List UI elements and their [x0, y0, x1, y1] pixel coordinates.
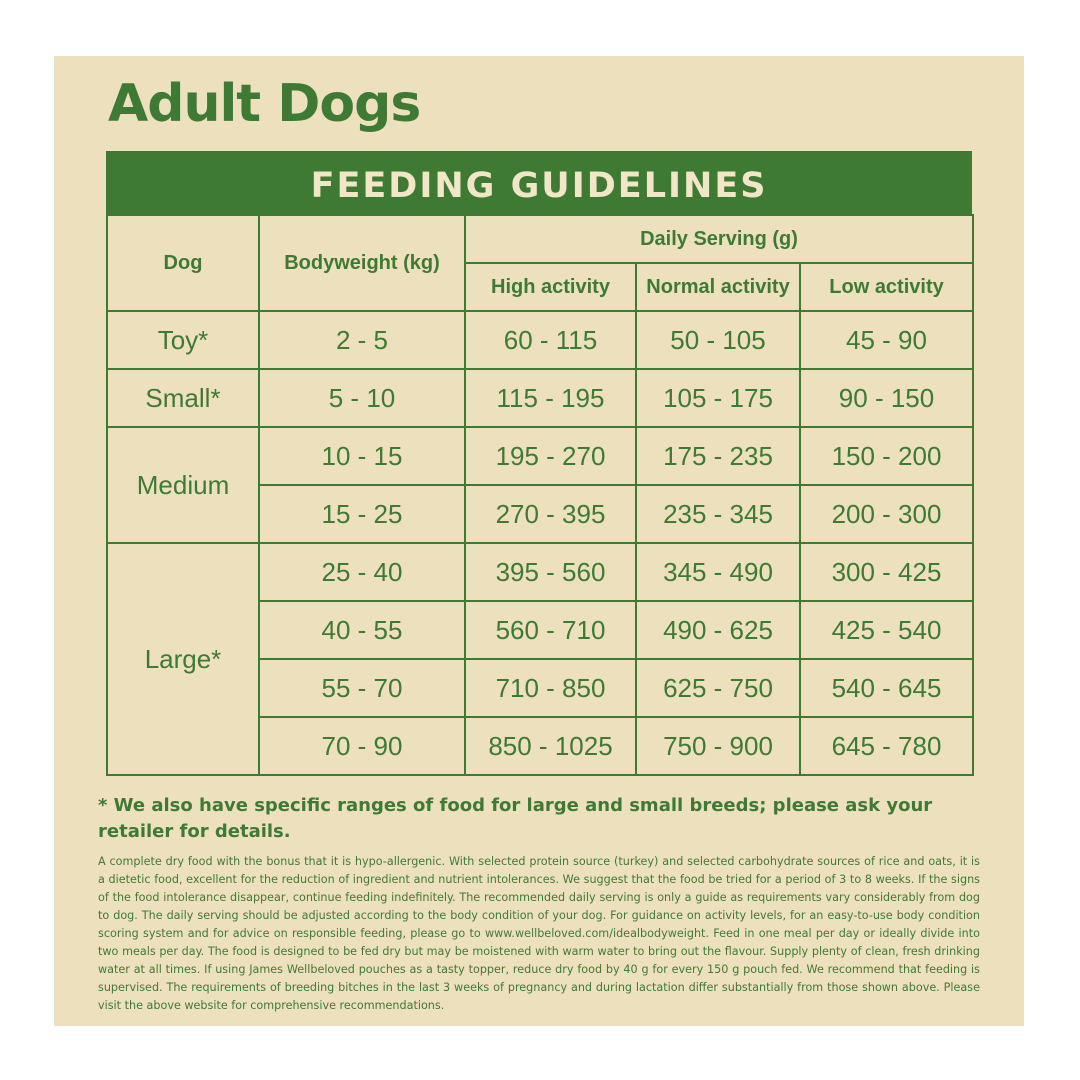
normal-activity-cell: 750 - 900: [636, 717, 800, 775]
normal-activity-cell: 50 - 105: [636, 311, 800, 369]
table-row: [107, 311, 973, 369]
high-activity-cell: 710 - 850: [465, 659, 636, 717]
bodyweight-cell: 40 - 55: [259, 601, 465, 659]
low-activity-cell: 200 - 300: [800, 485, 973, 543]
low-activity-cell: 150 - 200: [800, 427, 973, 485]
table-row: [107, 543, 973, 601]
product-description: A complete dry food with the bonus that it is hypo-allergenic. With selected protein source (turkey) and selected carbohydrate sources of rice and oats, it is a dietetic food, excellent for the reduction of ingredient and nutrient intolerances. We suggest that the food be tried for a period of 3 to 8 weeks. If the signs of the food intolerance disappear, continue feeding indefinitely. The recommended daily serving is only a guide as requirements vary considerably from dog to dog. The daily serving should be adjusted according to the body condition of your dog. For guidance on activity levels, for an easy-to-use body condition scoring system and for advice on responsible feeding, please go to www.wellbeloved.com/idealbodyweight. Feed in one meal per day or ideally divide into two meals per day. The food is designed to be fed dry but may be moistened with warm water to bring out the flavour. Supply plenty of clean, fresh drinking water at all times. If using James Wellbeloved pouches as a tasty topper, reduce dry food by 40 g for every 150 g pouch fed. We recommend that feeding is supervised. The requirements of breeding bitches in the last 3 weeks of pregnancy and during lactation differ substantially from those shown above. Please visit the above website for comprehensive recommendations.: [98, 855, 980, 1012]
normal-activity-cell: 175 - 235: [636, 427, 800, 485]
low-activity-cell: 45 - 90: [800, 311, 973, 369]
header-bodyweight: Bodyweight (kg): [259, 215, 465, 311]
bodyweight-cell: 15 - 25: [259, 485, 465, 543]
page-title: Adult Dogs: [108, 74, 421, 134]
high-activity-cell: 850 - 1025: [465, 717, 636, 775]
bodyweight-cell: 2 - 5: [259, 311, 465, 369]
bodyweight-cell: 55 - 70: [259, 659, 465, 717]
header-normal-activity: Normal activity: [636, 263, 800, 311]
high-activity-cell: 195 - 270: [465, 427, 636, 485]
normal-activity-cell: 345 - 490: [636, 543, 800, 601]
low-activity-cell: 90 - 150: [800, 369, 973, 427]
normal-activity-cell: 625 - 750: [636, 659, 800, 717]
header-high-activity: High activity: [465, 263, 636, 311]
dog-size-cell: Large*: [107, 543, 259, 775]
bodyweight-cell: 10 - 15: [259, 427, 465, 485]
high-activity-cell: 560 - 710: [465, 601, 636, 659]
bodyweight-cell: 25 - 40: [259, 543, 465, 601]
feeding-table-container: [106, 151, 972, 776]
feeding-guidelines-banner: FEEDING GUIDELINES: [106, 151, 972, 214]
header-daily-serving: Daily Serving (g): [465, 215, 973, 263]
table-row: [107, 369, 973, 427]
low-activity-cell: 300 - 425: [800, 543, 973, 601]
header-dog: Dog: [107, 215, 259, 311]
normal-activity-cell: 235 - 345: [636, 485, 800, 543]
high-activity-cell: 60 - 115: [465, 311, 636, 369]
high-activity-cell: 115 - 195: [465, 369, 636, 427]
normal-activity-cell: 105 - 175: [636, 369, 800, 427]
bodyweight-cell: 70 - 90: [259, 717, 465, 775]
normal-activity-cell: 490 - 625: [636, 601, 800, 659]
dog-size-cell: Medium: [107, 427, 259, 543]
high-activity-cell: 270 - 395: [465, 485, 636, 543]
low-activity-cell: 645 - 780: [800, 717, 973, 775]
dog-size-cell: Toy*: [107, 311, 259, 369]
dog-size-cell: Small*: [107, 369, 259, 427]
table-row: [107, 427, 973, 485]
low-activity-cell: 425 - 540: [800, 601, 973, 659]
bodyweight-cell: 5 - 10: [259, 369, 465, 427]
feeding-table: [106, 214, 974, 776]
header-low-activity: Low activity: [800, 263, 973, 311]
low-activity-cell: 540 - 645: [800, 659, 973, 717]
high-activity-cell: 395 - 560: [465, 543, 636, 601]
breed-footnote: * We also have specific ranges of food for large and small breeds; please ask your retailer for details.: [98, 795, 933, 842]
